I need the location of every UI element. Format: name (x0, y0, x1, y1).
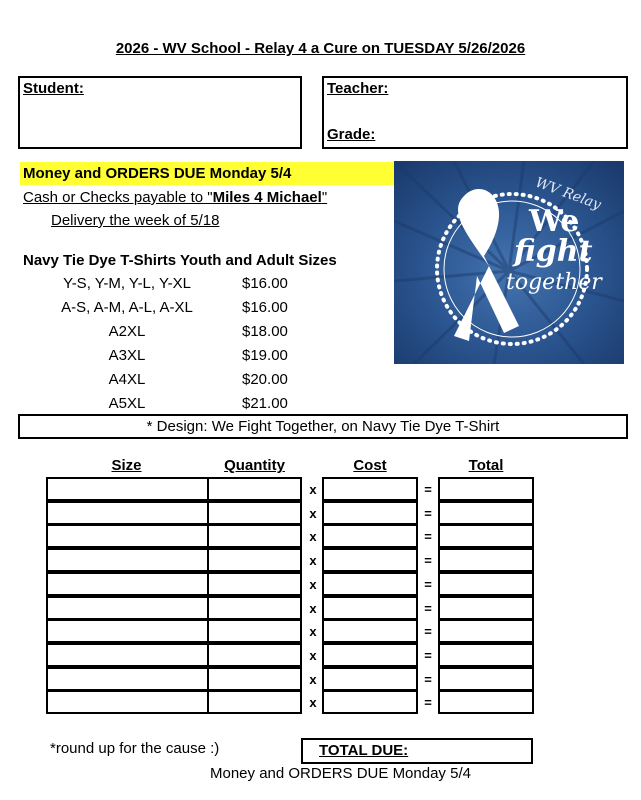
equals-sign: = (424, 624, 432, 640)
price-size: A-S, A-M, A-L, A-XL (61, 299, 193, 316)
price-size: A4XL (108, 371, 146, 388)
size-input[interactable] (46, 690, 209, 714)
col-header-cost: Cost (353, 457, 387, 474)
price-value: $21.00 (242, 395, 288, 412)
col-header-total: Total (468, 457, 504, 474)
size-input[interactable] (46, 643, 209, 667)
size-input[interactable] (46, 501, 209, 525)
multiply-sign: x (309, 482, 317, 497)
order-row (46, 596, 536, 620)
total-input[interactable] (438, 596, 534, 620)
order-row (46, 501, 536, 525)
design-note: * Design: We Fight Together, on Navy Tie Dye T-Shirt (18, 414, 628, 439)
quantity-input[interactable] (207, 667, 302, 691)
payable-prefix: Cash or Checks payable to " (23, 189, 213, 206)
multiply-sign: x (309, 553, 317, 569)
order-row (46, 619, 536, 643)
equals-sign: = (424, 695, 432, 711)
multiply-sign: x (309, 505, 317, 521)
cost-input[interactable] (322, 643, 418, 667)
equals-sign: = (424, 600, 432, 616)
cost-input[interactable] (322, 572, 418, 596)
price-value: $19.00 (242, 347, 288, 364)
total-input[interactable] (438, 572, 534, 596)
delivery-note: Delivery the week of 5/18 (51, 212, 220, 229)
grade-label: Grade: (327, 126, 376, 143)
total-input[interactable] (438, 501, 534, 525)
multiply-sign: x (309, 624, 317, 640)
cost-input[interactable] (322, 690, 418, 714)
price-size: Y-S, Y-M, Y-L, Y-XL (63, 275, 191, 292)
svg-text:fight: fight (514, 234, 593, 269)
cost-input[interactable] (322, 548, 418, 572)
size-input[interactable] (46, 572, 209, 596)
multiply-sign: x (309, 671, 317, 687)
quantity-input[interactable] (207, 477, 302, 501)
design-text-we: We (529, 204, 580, 239)
equals-sign: = (424, 505, 432, 521)
price-size: A2XL (108, 323, 146, 340)
price-row (37, 272, 337, 296)
quantity-input[interactable] (207, 643, 302, 667)
order-row (46, 548, 536, 572)
col-header-size: Size (111, 457, 142, 474)
total-input[interactable] (438, 690, 534, 714)
due-reminder: Money and ORDERS DUE Monday 5/4 (210, 765, 471, 782)
payable-note (23, 188, 327, 208)
cost-input[interactable] (322, 501, 418, 525)
total-input[interactable] (438, 667, 534, 691)
student-field[interactable] (18, 76, 302, 149)
price-row (37, 392, 337, 416)
multiply-sign: x (309, 647, 317, 663)
size-input[interactable] (46, 524, 209, 548)
price-row (37, 344, 337, 368)
size-input[interactable] (46, 477, 209, 501)
multiply-sign: x (309, 600, 317, 616)
total-due-label: TOTAL DUE: (319, 742, 409, 759)
svg-text:WV Relay: WV Relay (533, 174, 604, 214)
multiply-sign: x (309, 695, 317, 711)
size-input[interactable] (46, 548, 209, 572)
total-input[interactable] (438, 548, 534, 572)
total-input[interactable] (438, 524, 534, 548)
payable-name: Miles 4 Michael (212, 189, 322, 206)
order-row (46, 667, 536, 691)
order-row (46, 524, 536, 548)
price-value: $18.00 (242, 323, 288, 340)
quantity-input[interactable] (207, 548, 302, 572)
price-size: A5XL (108, 395, 146, 412)
quantity-input[interactable] (207, 524, 302, 548)
equals-sign: = (424, 529, 432, 545)
page-title: 2026 - WV School - Relay 4 a Cure on TUESDAY 5/26/2026 (115, 40, 526, 57)
equals-sign: = (424, 482, 432, 497)
col-header-quantity: Quantity (224, 457, 285, 474)
price-list (37, 272, 337, 416)
shirt-design-image (394, 161, 624, 364)
total-due-field[interactable] (301, 738, 533, 764)
cost-input[interactable] (322, 477, 418, 501)
size-input[interactable] (46, 619, 209, 643)
order-row (46, 477, 536, 501)
due-date-highlight: Money and ORDERS DUE Monday 5/4 (20, 162, 395, 185)
round-up-note: *round up for the cause :) (50, 740, 220, 757)
total-input[interactable] (438, 643, 534, 667)
multiply-sign: x (309, 529, 317, 545)
price-size: A3XL (108, 347, 146, 364)
price-value: $16.00 (242, 299, 288, 316)
equals-sign: = (424, 576, 432, 592)
price-value: $20.00 (242, 371, 288, 388)
price-row (37, 296, 337, 320)
price-value: $16.00 (242, 275, 288, 292)
size-input[interactable] (46, 596, 209, 620)
payable-suffix: " (321, 189, 328, 206)
order-row (46, 572, 536, 596)
quantity-input[interactable] (207, 690, 302, 714)
cost-input[interactable] (322, 619, 418, 643)
equals-sign: = (424, 553, 432, 569)
total-input[interactable] (438, 477, 534, 501)
order-row (46, 643, 536, 667)
student-label: Student: (23, 80, 84, 97)
price-row (37, 320, 337, 344)
total-input[interactable] (438, 619, 534, 643)
size-input[interactable] (46, 667, 209, 691)
tie-dye-ribbon-icon (394, 161, 624, 364)
equals-sign: = (424, 671, 432, 687)
multiply-sign: x (309, 576, 317, 592)
cost-input[interactable] (322, 596, 418, 620)
pricing-heading: Navy Tie Dye T-Shirts Youth and Adult Sizes (23, 252, 337, 269)
teacher-label: Teacher: (327, 80, 389, 97)
quantity-input[interactable] (207, 572, 302, 596)
cost-input[interactable] (322, 667, 418, 691)
svg-text:together: together (506, 270, 602, 295)
price-row (37, 368, 337, 392)
equals-sign: = (424, 647, 432, 663)
cost-input[interactable] (322, 524, 418, 548)
quantity-input[interactable] (207, 501, 302, 525)
quantity-input[interactable] (207, 619, 302, 643)
order-row (46, 690, 536, 714)
quantity-input[interactable] (207, 596, 302, 620)
teacher-grade-field[interactable] (322, 76, 628, 149)
